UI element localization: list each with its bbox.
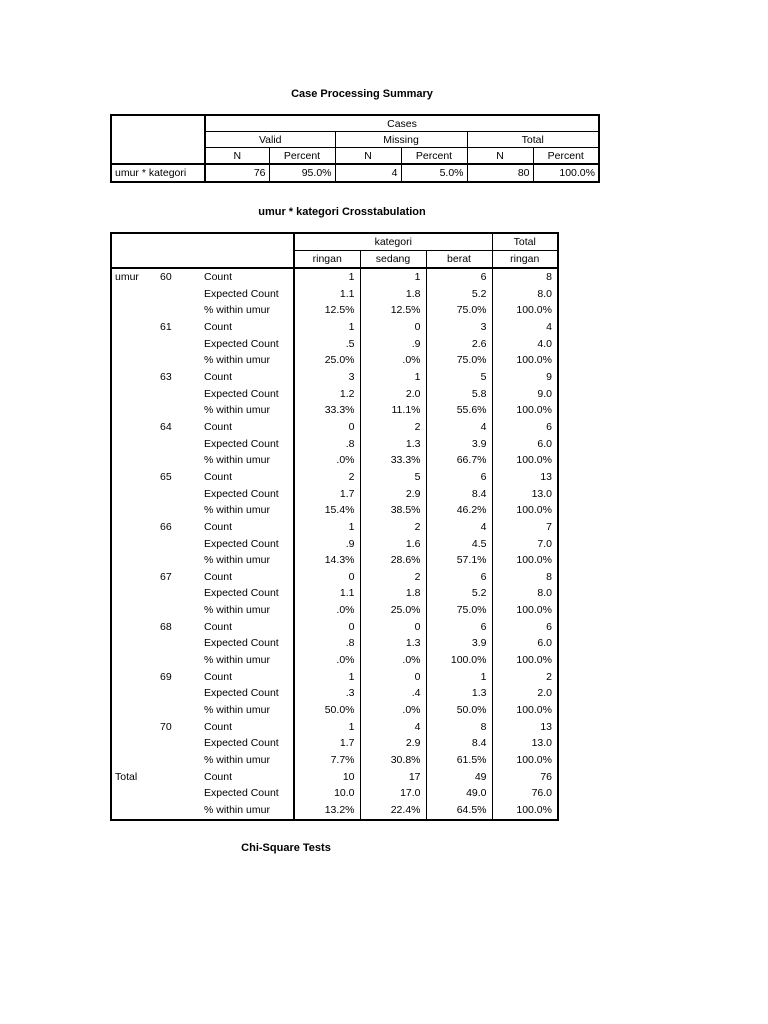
table-row (111, 319, 558, 336)
cell-value: 6.0 (492, 436, 558, 453)
table-row (111, 486, 558, 503)
crosstab-title: umur * kategori Crosstabulation (258, 206, 426, 218)
cell-value: 12.5% (360, 302, 426, 319)
column-header: berat (426, 251, 492, 269)
table-row (111, 769, 558, 786)
cell-value: .0% (360, 702, 426, 719)
cell-value: 8 (492, 268, 558, 286)
cell-value: 13 (492, 719, 558, 736)
cell-value: 2.0 (492, 685, 558, 702)
row-value-label: 63 (160, 370, 172, 383)
row-value-label: 67 (160, 570, 172, 583)
row-value-label: 61 (160, 320, 172, 333)
cell-value: 50.0% (294, 702, 360, 719)
cell-value: 4 (426, 519, 492, 536)
table-row (111, 635, 558, 652)
cell-value: .4 (360, 685, 426, 702)
cell-value: 100.0% (492, 652, 558, 669)
table-row (111, 352, 558, 369)
crosstab-body (111, 268, 558, 820)
cell-value: 1.3 (360, 436, 426, 453)
cell-value: 3 (426, 319, 492, 336)
statistic-label: Count (204, 570, 233, 583)
statistic-label: Expected Count (204, 337, 279, 350)
cell-value: 4.0 (492, 336, 558, 353)
table-row (111, 685, 558, 702)
cell-value: 1 (294, 669, 360, 686)
statistic-label: % within umur (204, 804, 270, 816)
cell-value: 100.0% (492, 452, 558, 469)
cell-value: 13 (492, 469, 558, 486)
cell-value: 1 (360, 369, 426, 386)
cell-value: 1.1 (294, 286, 360, 303)
cell-value: 3.9 (426, 436, 492, 453)
cell-value: 33.3% (294, 402, 360, 419)
cell-value: 8.0 (492, 585, 558, 602)
statistic-label: Expected Count (204, 737, 279, 750)
statistic-label: Count (204, 620, 233, 633)
missing-n: 4 (335, 164, 401, 182)
cell-value: 7.0 (492, 536, 558, 553)
cell-value: 5.8 (426, 386, 492, 403)
row-variable-label (111, 469, 157, 486)
statistic-label: Expected Count (204, 387, 279, 400)
statistic-label: Expected Count (204, 637, 279, 650)
table-row (111, 702, 558, 719)
sub-header: N (335, 148, 401, 165)
cell-value: 1 (360, 268, 426, 286)
row-variable-label (111, 419, 157, 436)
row-variable-label (111, 719, 157, 736)
cases-header: Cases (205, 115, 599, 132)
table-row (111, 469, 558, 486)
cell-value: 100.0% (492, 702, 558, 719)
cell-value: 10.0 (294, 785, 360, 802)
statistic-label: % within umur (204, 754, 270, 767)
cell-value: 2 (360, 519, 426, 536)
valid-header: Valid (205, 132, 335, 148)
cell-value: 13.2% (294, 802, 360, 820)
cell-value: 28.6% (360, 552, 426, 569)
cell-value: 100.0% (492, 602, 558, 619)
cell-value: 100.0% (492, 302, 558, 319)
row-variable-label (111, 369, 157, 386)
cell-value: 1.7 (294, 735, 360, 752)
cell-value: 33.3% (360, 452, 426, 469)
row-variable-label (111, 569, 157, 586)
cell-value: 1 (294, 319, 360, 336)
cell-value: 4 (360, 719, 426, 736)
table-row (111, 436, 558, 453)
cell-value: .0% (294, 652, 360, 669)
cell-value: 6 (492, 419, 558, 436)
cell-value: 100.0% (492, 402, 558, 419)
sub-header: N (467, 148, 533, 165)
cell-value: .9 (294, 536, 360, 553)
cell-value: 76 (492, 769, 558, 786)
cell-value: .0% (294, 452, 360, 469)
table-row (111, 286, 558, 303)
cell-value: 7 (492, 519, 558, 536)
statistic-label: Expected Count (204, 787, 279, 800)
row-value-label: 69 (160, 670, 172, 683)
table-row (111, 369, 558, 386)
row-variable-label (111, 669, 157, 686)
sub-header: N (205, 148, 269, 165)
cell-value: 13.0 (492, 735, 558, 752)
table-row (111, 619, 558, 636)
valid-percent: 95.0% (269, 164, 335, 182)
case-processing-summary-table (110, 114, 600, 183)
statistic-label: Count (204, 370, 233, 383)
cell-value: .3 (294, 685, 360, 702)
cell-value: 2.9 (360, 486, 426, 503)
cell-value: .8 (294, 635, 360, 652)
cell-value: 17.0 (360, 785, 426, 802)
cell-value: 8.4 (426, 486, 492, 503)
row-value-label (157, 769, 201, 786)
cell-value: 4 (492, 319, 558, 336)
cell-value: .8 (294, 436, 360, 453)
column-header: ringan (294, 251, 360, 269)
row-variable-label: Total (115, 770, 138, 783)
table-row (111, 419, 558, 436)
cell-value: 38.5% (360, 502, 426, 519)
table-row (111, 536, 558, 553)
row-value-label: 65 (160, 470, 172, 483)
cell-value: 3.9 (426, 635, 492, 652)
cell-value: 1.8 (360, 286, 426, 303)
cell-value: 76.0 (492, 785, 558, 802)
sub-header: Percent (401, 148, 467, 165)
statistic-label: Count (204, 320, 233, 333)
cell-value: 2 (492, 669, 558, 686)
statistic-label: Count (204, 470, 233, 483)
kategori-header: kategori (294, 233, 492, 251)
cell-value: 12.5% (294, 302, 360, 319)
row-variable-label (111, 619, 157, 636)
cell-value: 66.7% (426, 452, 492, 469)
cell-value: 50.0% (426, 702, 492, 719)
table-row (111, 735, 558, 752)
cell-value: 5 (360, 469, 426, 486)
cell-value: 8 (426, 719, 492, 736)
cell-value: 0 (294, 569, 360, 586)
cell-value: 9.0 (492, 386, 558, 403)
missing-percent: 5.0% (401, 164, 467, 182)
statistic-label: % within umur (204, 404, 270, 417)
cell-value: 0 (360, 669, 426, 686)
cell-value: 6 (492, 619, 558, 636)
cell-value: 64.5% (426, 802, 492, 820)
cell-value: 25.0% (360, 602, 426, 619)
cell-value: 1.1 (294, 585, 360, 602)
cell-value: 2.0 (360, 386, 426, 403)
cell-value: 1.3 (360, 635, 426, 652)
table-row (111, 552, 558, 569)
cell-value: 30.8% (360, 752, 426, 769)
table-row (111, 752, 558, 769)
cell-value: 46.2% (426, 502, 492, 519)
row-variable-label (111, 319, 157, 336)
cell-value: 6 (426, 619, 492, 636)
table-row (111, 402, 558, 419)
cell-value: 8.0 (492, 286, 558, 303)
cell-value: 7.7% (294, 752, 360, 769)
cell-value: 0 (294, 619, 360, 636)
statistic-label: Expected Count (204, 287, 279, 300)
cell-value: 61.5% (426, 752, 492, 769)
cell-value: 25.0% (294, 352, 360, 369)
cell-value: 49.0 (426, 785, 492, 802)
cell-value: .5 (294, 336, 360, 353)
chi-square-tests-title: Chi-Square Tests (241, 842, 331, 854)
sub-header: Percent (533, 148, 599, 165)
cell-value: 5 (426, 369, 492, 386)
table-row (111, 386, 558, 403)
cell-value: 2 (294, 469, 360, 486)
row-value-label: 60 (160, 271, 172, 283)
cell-value: 1 (294, 519, 360, 536)
cell-value: 6 (426, 569, 492, 586)
total-header: Total (467, 132, 599, 148)
cell-value: 13.0 (492, 486, 558, 503)
table-row (111, 268, 558, 286)
cell-value: 1.2 (294, 386, 360, 403)
cell-value: 0 (360, 619, 426, 636)
cell-value: 2 (360, 569, 426, 586)
row-value-label: 68 (160, 620, 172, 633)
total-header: Total (492, 233, 558, 251)
cell-value: 55.6% (426, 402, 492, 419)
statistic-label: % within umur (204, 654, 270, 667)
cell-value: 100.0% (492, 752, 558, 769)
cell-value: 49 (426, 769, 492, 786)
statistic-label: Expected Count (204, 487, 279, 500)
statistic-label: % within umur (204, 504, 270, 517)
statistic-label: Expected Count (204, 437, 279, 450)
cell-value: 5.2 (426, 585, 492, 602)
statistic-label: % within umur (204, 704, 270, 717)
statistic-label: Count (204, 271, 233, 283)
cell-value: 2.6 (426, 336, 492, 353)
cell-value: 100.0% (492, 802, 558, 820)
cell-value: 14.3% (294, 552, 360, 569)
cell-value: 3 (294, 369, 360, 386)
statistic-label: Count (204, 720, 233, 733)
row-variable-label: umur (115, 271, 139, 283)
row-value-label: 70 (160, 720, 172, 733)
cell-value: 1.6 (360, 536, 426, 553)
cell-value: .0% (294, 602, 360, 619)
cell-value: 15.4% (294, 502, 360, 519)
row-label: umur * kategori (111, 164, 205, 182)
statistic-label: % within umur (204, 604, 270, 617)
cell-value: 9 (492, 369, 558, 386)
column-header: sedang (360, 251, 426, 269)
cell-value: 10 (294, 769, 360, 786)
cell-value: .9 (360, 336, 426, 353)
cell-value: .0% (360, 352, 426, 369)
total-n: 80 (467, 164, 533, 182)
valid-n: 76 (205, 164, 269, 182)
cell-value: 17 (360, 769, 426, 786)
cell-value: 6 (426, 268, 492, 286)
cell-value: 6 (426, 469, 492, 486)
crosstab-table (110, 232, 559, 821)
cell-value: 0 (294, 419, 360, 436)
cell-value: 1 (426, 669, 492, 686)
table-row (111, 719, 558, 736)
table-row (111, 519, 558, 536)
cell-value: 100.0% (426, 652, 492, 669)
statistic-label: % within umur (204, 304, 270, 317)
statistic-label: % within umur (204, 354, 270, 367)
table-row (111, 652, 558, 669)
table-row (111, 302, 558, 319)
cell-value: 4.5 (426, 536, 492, 553)
statistic-label: Count (204, 420, 233, 433)
cell-value: 100.0% (492, 502, 558, 519)
cell-value: 75.0% (426, 352, 492, 369)
cell-value: 22.4% (360, 802, 426, 820)
column-header: ringan (492, 251, 558, 269)
statistic-label: Count (204, 520, 233, 533)
cell-value: 100.0% (492, 552, 558, 569)
table-row (111, 336, 558, 353)
cell-value: 2.9 (360, 735, 426, 752)
row-value-label: 66 (160, 520, 172, 533)
cell-value: 0 (360, 319, 426, 336)
row-value-label: 64 (160, 420, 172, 433)
statistic-label: Expected Count (204, 687, 279, 700)
statistic-label: Expected Count (204, 587, 279, 600)
statistic-label: Count (204, 670, 233, 683)
table-row (111, 785, 558, 802)
table-row (111, 669, 558, 686)
cell-value: 5.2 (426, 286, 492, 303)
cell-value: 1.7 (294, 486, 360, 503)
sub-header: Percent (269, 148, 335, 165)
total-percent: 100.0% (533, 164, 599, 182)
cell-value: 8 (492, 569, 558, 586)
table-row (111, 502, 558, 519)
cell-value: 11.1% (360, 402, 426, 419)
cell-value: 4 (426, 419, 492, 436)
table-row (111, 452, 558, 469)
cell-value: 1 (294, 719, 360, 736)
cell-value: 8.4 (426, 735, 492, 752)
missing-header: Missing (335, 132, 467, 148)
cell-value: .0% (360, 652, 426, 669)
statistic-label: Count (204, 770, 233, 783)
cell-value: 100.0% (492, 352, 558, 369)
cell-value: 75.0% (426, 302, 492, 319)
statistic-label: % within umur (204, 554, 270, 567)
row-variable-label (111, 519, 157, 536)
statistic-label: Expected Count (204, 537, 279, 550)
cell-value: 2 (360, 419, 426, 436)
cell-value: 6.0 (492, 635, 558, 652)
table-row (111, 569, 558, 586)
cell-value: 57.1% (426, 552, 492, 569)
table-row (111, 602, 558, 619)
case-processing-summary-title: Case Processing Summary (291, 88, 433, 100)
cell-value: 1.8 (360, 585, 426, 602)
cell-value: 1.3 (426, 685, 492, 702)
table-row (111, 585, 558, 602)
cell-value: 75.0% (426, 602, 492, 619)
statistic-label: % within umur (204, 454, 270, 467)
cell-value: 1 (294, 268, 360, 286)
table-row (111, 802, 558, 820)
